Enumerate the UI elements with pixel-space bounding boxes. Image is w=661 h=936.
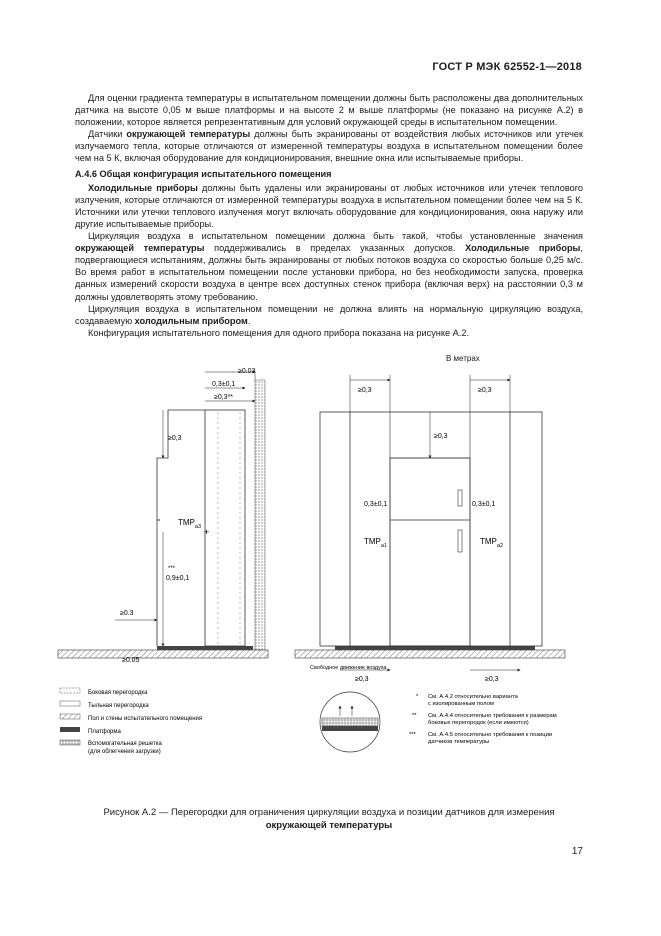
note-1-line1: См. А.4.2 относительно варианта [428,694,518,700]
dim-bottom-r: ≥0,3 [485,676,499,683]
note-2-line1: См. А.4.4 относительно требования к размерам [428,713,557,719]
legend-platform: Платформа [88,729,121,735]
side-floor [58,650,268,658]
legend-grid-note: (для облегчения загрузки) [88,749,161,755]
units-label: В метрах [446,354,480,363]
note-3-line1: См. А.4.5 относительно требования к позиции [428,732,553,738]
note-mark-3: *** [409,732,416,738]
side-platform [157,646,253,650]
dim-front-mid-r: 0,3±0,1 [472,501,496,508]
caption-line-2: окружающей температуры [265,819,393,831]
note-2-line2: боковых перегородок (если имеются) [428,720,529,726]
note-mark-2: ** [412,713,417,719]
note-mark-1: * [416,694,419,700]
free-space-label: Свободное движение воздуха [310,665,387,671]
paragraph-circulation: Циркуляция воздуха в испытательном помещении должна быть такой, чтобы установленные значения окружающей температуры поддерживались в пределах указанных допусков. Холодильные приборы, подвергающиеся испытаниям, должны быть экранированы от любых потоков воздуха со скоростью больше 0,25 м/с. Во время работ в испытательном помещении после установки прибора, но без необходимости запуска, проверка данных измерений скорости воздуха в центре всех доступных стенок прибора (включая верх) на расстоянии 0,3 м должны удовлетворять этому требованию. [75,231,583,302]
dim-h03-left: ≥0,3 [168,435,182,442]
side-back-wall [255,380,265,650]
dim-09: 0,9±0,1 [166,575,190,582]
figure-caption [75,807,583,832]
side-view [58,368,268,664]
legend-floor: Пол и стены испытательного помещения [88,716,203,722]
legend [60,688,202,755]
dim-03-01: 0,3±0,1 [212,381,236,388]
note-1-line2: с изолированным полом [428,701,494,707]
notes [409,694,557,745]
dim-stars3: *** [168,566,176,572]
dim-bottom-l: ≥0,3 [355,676,369,683]
paragraph-config: Конфигурация испытательного помещения для одного прибора показана на рисунке А.2. [88,327,469,338]
legend-side: Боковая перегородка [88,690,148,696]
dim-h03-bottom: ≥0.3 [120,610,134,617]
front-platform [335,646,535,650]
dim-front-top: ≥0,3 [434,433,448,440]
tmp-a3-label: $TMP_{a3}$ [178,518,202,530]
document-header: ГОСТ Р МЭК 62552-1—2018 [432,61,582,73]
caption-line-1: Рисунок А.2 — Перегородки для ограничения циркуляции воздуха и позиции датчиков для измерения [103,807,555,818]
front-floor [295,650,565,658]
tmp-a3-marker: + [204,527,210,537]
legend-grid: Вспомогательная решетка [88,741,162,747]
page-number: 17 [571,846,583,857]
paragraph-sensors: Датчики окружающей температуры должны быть экранированы от воздействия любых источников или утечек излучаемого тепла, которые отличаются от измеренной температуры воздуха в испытательном помещении более чем на 5 К, включая оборудование для кондиционирования, внешние окна или испытываемые приборы. [75,129,583,164]
side-partition [205,410,245,646]
dim-front-right: ≥0,3 [478,387,492,394]
paragraph-gradient: Для оценки градиента температуры в испытательном помещении должны быть расположены два дополнительных датчика на высоте 0,05 м выше платформы и на высоте 2 м выше платформы (не показано на рисунке А.2) в положении, которое является репрезентативным для условий окружающей среды в испытательном помещении. [75,93,583,128]
paragraph-influence: Циркуляция воздуха в испытательном помещении не должна влиять на нормальную циркуляцию воздуха, создаваемую холодильным прибором. [75,303,583,326]
dim-front-mid-l: 0,3±0,1 [364,501,388,508]
legend-back: Тыльная перегородка [88,703,149,709]
paragraph-appliances: Холодильные приборы должны быть удалены или экранированы от любых источников или утечек теплового излучения, которые отличаются от измеренной температуры воздуха в испытательном помещении более чем на 5 К. Источники или утечки теплового излучения могут включать оборудование для кондиционирования, окна наружу или другие испытываемые приборы. [75,182,583,229]
dim-03-star: ≥0,3** [214,394,234,401]
section-heading: А.4.6 Общая конфигурация испытательного помещения [75,168,332,179]
dim-005: ≥0.05 [122,657,140,664]
tmp-a2-label: $TMP_{a2}$ [480,537,504,549]
dim-top-003: ≥0.03 [238,368,256,375]
note-3-line2: датчиков температуры [428,739,490,745]
dim-front-left: ≥0,3 [358,387,372,394]
front-room-outline [320,412,542,646]
tmp-a1-label: $TMP_{a1}$ [364,537,388,549]
